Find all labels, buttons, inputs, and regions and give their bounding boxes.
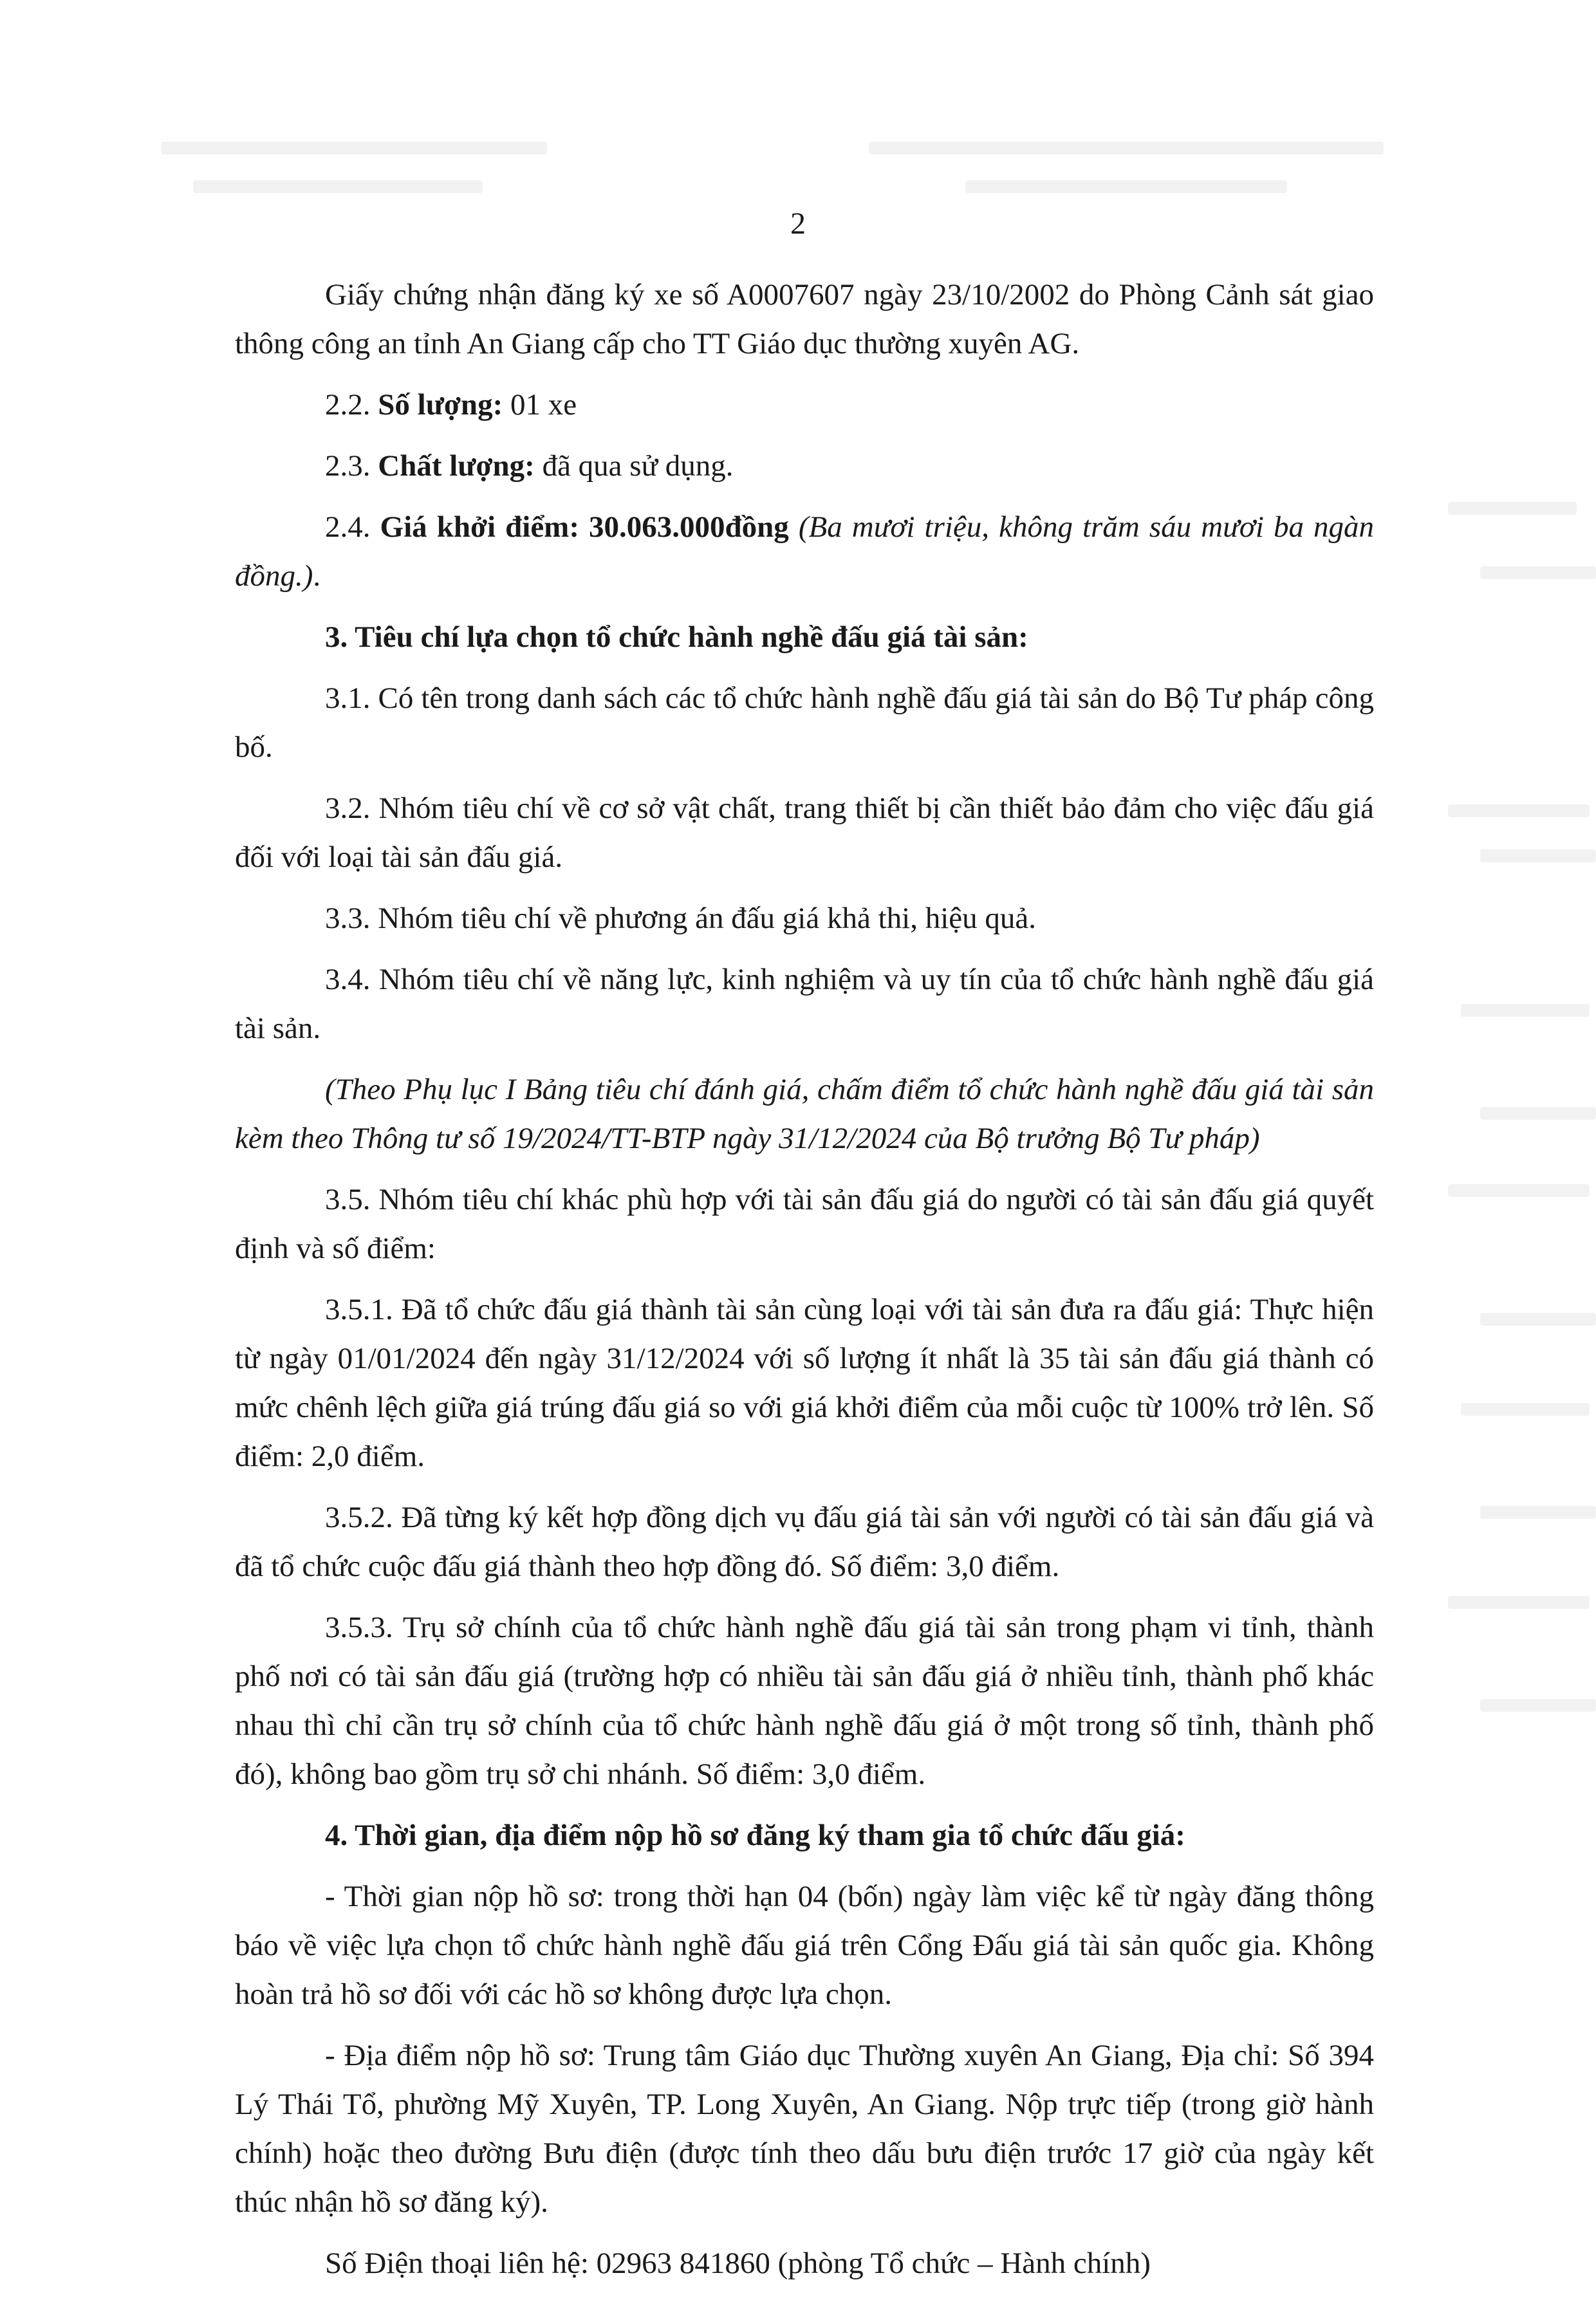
quality-label: Chất lượng: <box>378 449 535 483</box>
criteria-sub-item-3-5-2: 3.5.2. Đã từng ký kết hợp đồng dịch vụ đấu giá tài sản với người có tài sản đấu giá và đã tổ chức cuộc đấu giá thành theo hợp đồng đó. Số điểm: 3,0 điểm. <box>235 1501 1374 1583</box>
criteria-item-3-3: 3.3. Nhóm tiêu chí về phương án đấu giá khả thi, hiệu quả. <box>325 902 1036 935</box>
quality-number: 2.3. <box>325 449 371 483</box>
starting-price-end: . <box>313 559 321 593</box>
reference-note: (Theo Phụ lục I Bảng tiêu chí đánh giá, chấm điểm tổ chức hành nghề đấu giá tài sản kèm theo Thông tư số 19/2024/TT-BTP ngày 31/12/2024 của Bộ trưởng Bộ Tư pháp) <box>235 1073 1374 1155</box>
criteria-item-3-5: 3.5. Nhóm tiêu chí khác phù hợp với tài sản đấu giá do người có tài sản đấu giá quyết định và số điểm: <box>235 1183 1374 1265</box>
submission-time-paragraph: - Thời gian nộp hồ sơ: trong thời hạn 04 (bốn) ngày làm việc kể từ ngày đăng thông báo về việc lựa chọn tổ chức hành nghề đấu giá trên Cổng Đấu giá tài sản quốc gia. Không hoàn trả hồ sơ đối với các hồ sơ không được lựa chọn. <box>235 1880 1374 2011</box>
quality-paragraph <box>235 441 1374 490</box>
section-3-heading: 3. Tiêu chí lựa chọn tổ chức hành nghề đấu giá tài sản: <box>325 620 1028 654</box>
criteria-item-3-4: 3.4. Nhóm tiêu chí về năng lực, kinh nghiệm và uy tín của tổ chức hành nghề đấu giá tài sản. <box>235 963 1374 1045</box>
quantity-number: 2.2. <box>325 388 371 422</box>
vehicle-registration-paragraph: Giấy chứng nhận đăng ký xe số A0007607 ngày 23/10/2002 do Phòng Cảnh sát giao thông công an tỉnh An Giang cấp cho TT Giáo dục thường xuyên AG. <box>235 278 1374 360</box>
document-body <box>235 270 1374 2300</box>
criteria-item-3-1: 3.1. Có tên trong danh sách các tổ chức hành nghề đấu giá tài sản do Bộ Tư pháp công bố. <box>235 682 1374 764</box>
quality-value: đã qua sử dụng. <box>534 449 734 483</box>
quantity-value: 01 xe <box>503 388 577 422</box>
section-4-heading: 4. Thời gian, địa điểm nộp hồ sơ đăng ký tham gia tổ chức đấu giá: <box>325 1819 1185 1852</box>
submission-place-paragraph: - Địa điểm nộp hồ sơ: Trung tâm Giáo dục Thường xuyên An Giang, Địa chỉ: Số 394 Lý Thái Tổ, phường Mỹ Xuyên, TP. Long Xuyên, An Giang. Nộp trực tiếp (trong giờ hành chính) hoặc theo đường Bưu điện (được tính theo dấu bưu điện trước 17 giờ của ngày kết thúc nhận hồ sơ đăng ký). <box>235 2039 1374 2219</box>
quantity-paragraph <box>235 380 1374 429</box>
criteria-sub-item-3-5-3: 3.5.3. Trụ sở chính của tổ chức hành nghề đấu giá tài sản trong phạm vi tỉnh, thành phố nơi có tài sản đấu giá (trường hợp có nhiều tài sản đấu giá ở nhiều tỉnh, thành phố khác nhau thì chỉ cần trụ sở chính của tổ chức hành nghề đấu giá ở một trong số tỉnh, thành phố đó), không bao gồm trụ sở chi nhánh. Số điểm: 3,0 điểm. <box>235 1611 1374 1791</box>
quantity-label: Số lượng: <box>378 388 503 422</box>
page-number: 2 <box>790 207 806 241</box>
starting-price-paragraph <box>235 503 1374 600</box>
starting-price-words: (Ba mươi triệu, không trăm sáu mươi ba ngàn đồng.) <box>235 510 1374 593</box>
starting-price-label: Giá khởi điểm: 30.063.000đồng <box>380 510 789 544</box>
criteria-sub-item-3-5-1: 3.5.1. Đã tổ chức đấu giá thành tài sản cùng loại với tài sản đưa ra đấu giá: Thực hiện từ ngày 01/01/2024 đến ngày 31/12/2024 với số lượng ít nhất là 35 tài sản đấu giá thành có mức chênh lệch giữa giá trúng đấu giá so với giá khởi điểm của mỗi cuộc từ 100% trở lên. Số điểm: 2,0 điểm. <box>235 1293 1374 1473</box>
starting-price-number: 2.4. <box>325 510 371 544</box>
criteria-item-3-2: 3.2. Nhóm tiêu chí về cơ sở vật chất, trang thiết bị cần thiết bảo đảm cho việc đấu giá đối với loại tài sản đấu giá. <box>235 792 1374 874</box>
contact-phone: Số Điện thoại liên hệ: 02963 841860 (phòng Tổ chức – Hành chính) <box>325 2247 1151 2280</box>
